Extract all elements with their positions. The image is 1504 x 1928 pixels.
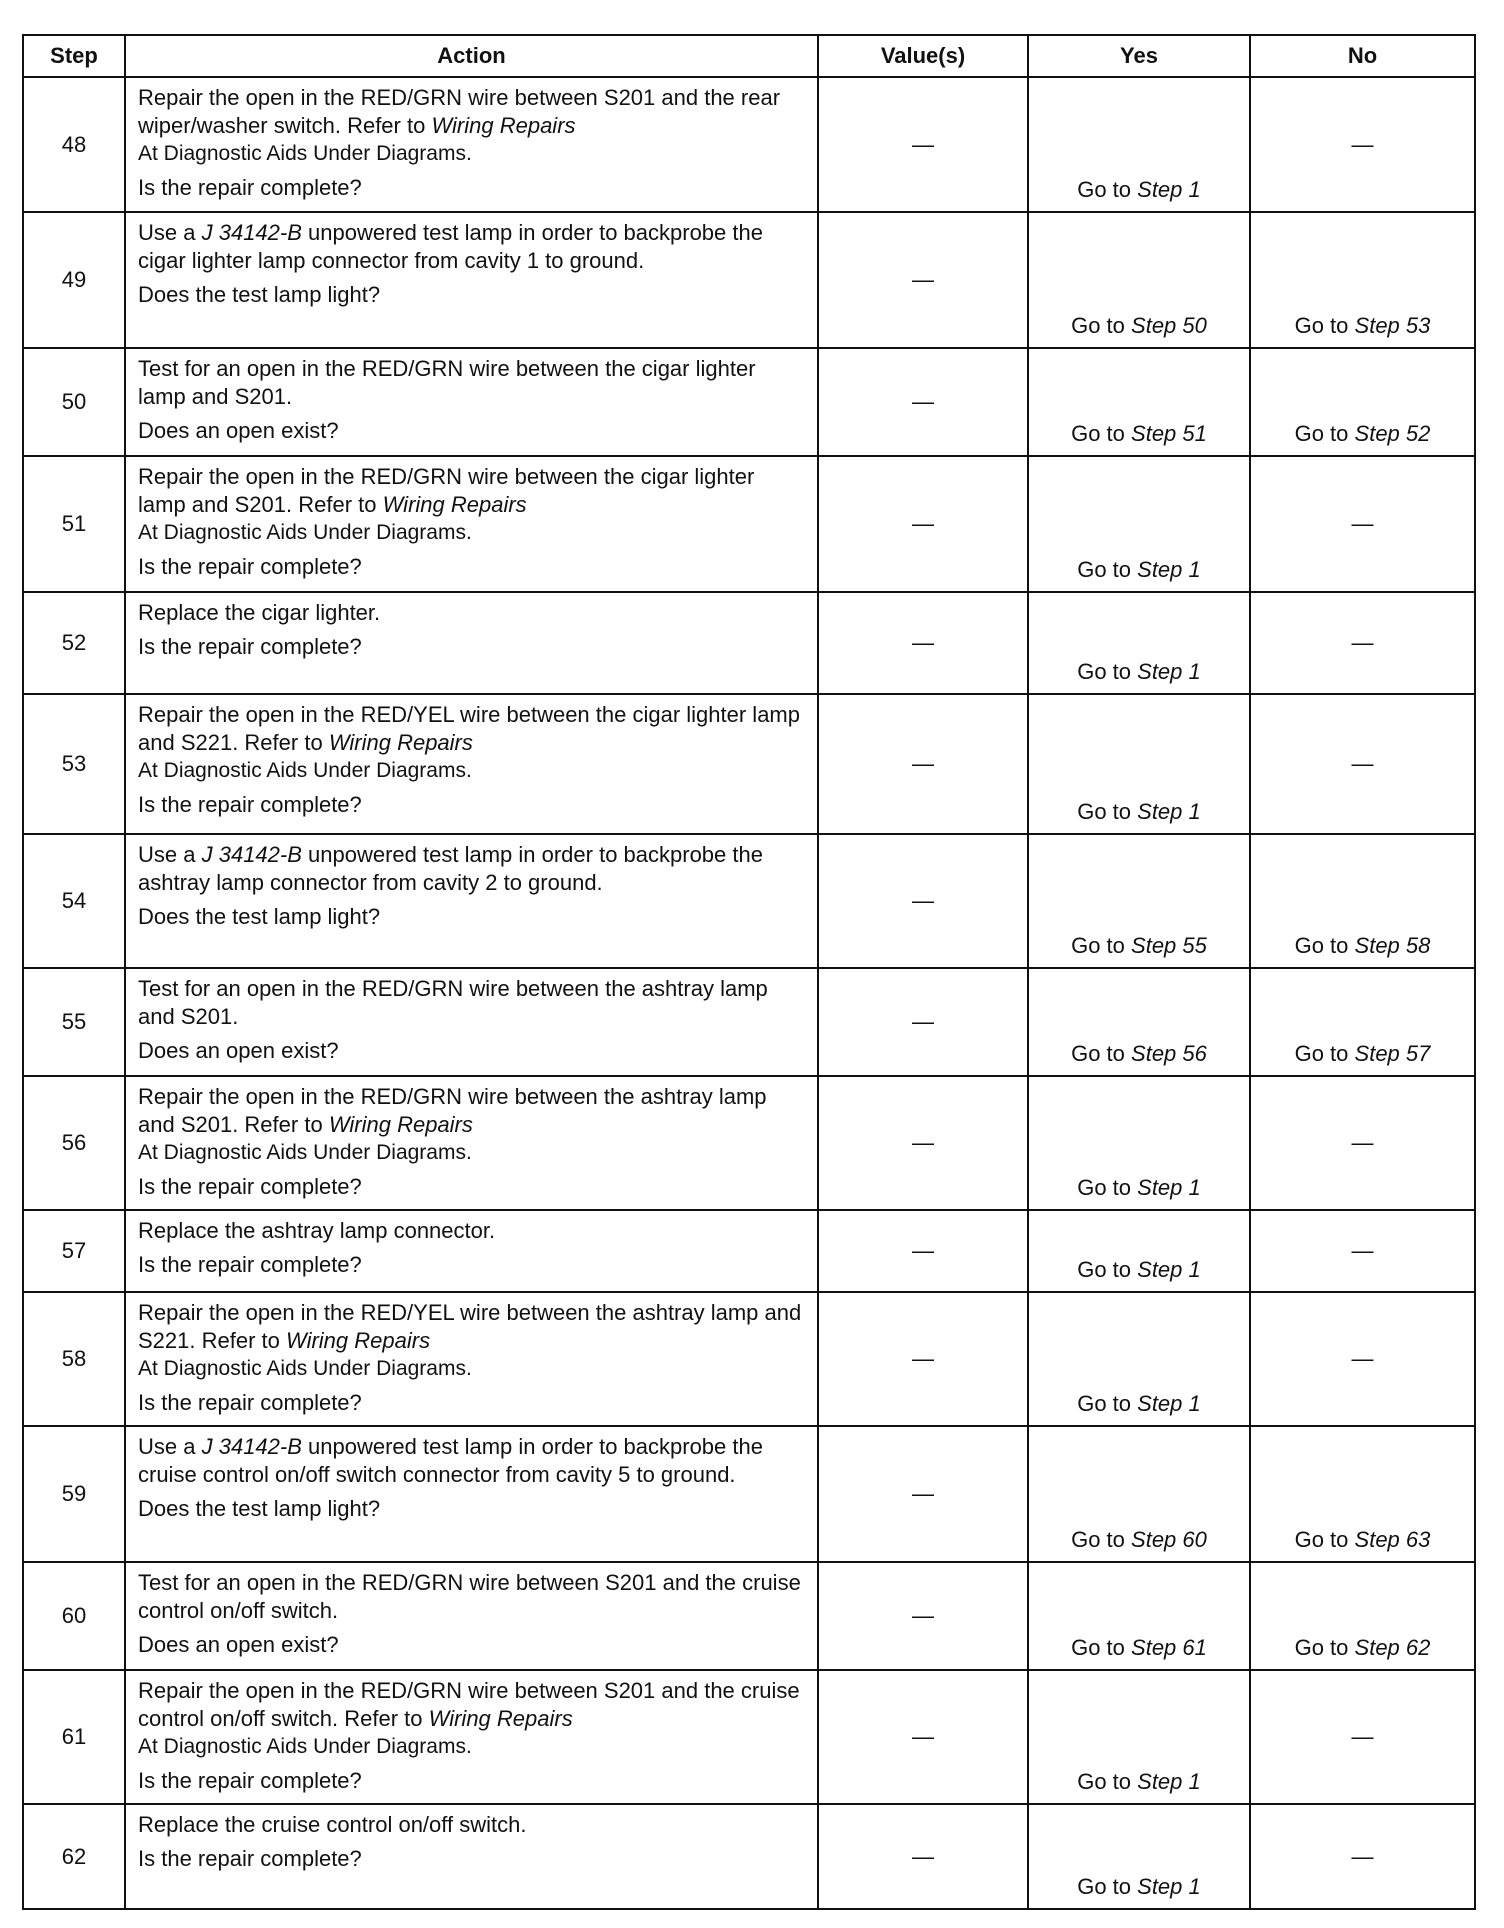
table-row (23, 1804, 1475, 1909)
value-cell: — (818, 1292, 1028, 1426)
diagnostic-aids-note: At Diagnostic Aids Under Diagrams. (138, 1357, 472, 1380)
action-question: Does the test lamp light? (138, 282, 381, 307)
yes-cell: Go to Step 1 (1028, 77, 1250, 212)
value-cell: — (818, 694, 1028, 834)
step-number: 55 (23, 968, 125, 1076)
diagnostic-aids-note: At Diagnostic Aids Under Diagrams. (138, 759, 472, 782)
yes-cell: Go to Step 1 (1028, 456, 1250, 592)
action-question: Is the repair complete? (138, 1390, 362, 1415)
action-cell (125, 592, 818, 694)
step-number: 58 (23, 1292, 125, 1426)
action-cell (125, 348, 818, 456)
no-cell: — (1250, 1210, 1475, 1292)
action-question: Does an open exist? (138, 1632, 339, 1657)
action-text: Replace the cigar lighter. (138, 600, 381, 625)
step-number: 61 (23, 1670, 125, 1804)
action-question: Does an open exist? (138, 418, 339, 443)
action-text: Replace the cruise control on/off switch. (138, 1812, 527, 1837)
action-text: Replace the ashtray lamp connector. (138, 1218, 496, 1243)
action-question: Is the repair complete? (138, 554, 362, 579)
action-cell (125, 1076, 818, 1210)
table-row (23, 1670, 1475, 1804)
yes-cell: Go to Step 60 (1028, 1426, 1250, 1562)
no-cell: Go to Step 58 (1250, 834, 1475, 968)
action-text: Repair the open in the RED/GRN wire between S201 and the cruise control on/off switch. Refer to Wiring Repairs (138, 1678, 800, 1731)
action-cell (125, 77, 818, 212)
header-row (23, 35, 1475, 77)
value-cell: — (818, 1670, 1028, 1804)
reference-link-text: Wiring Repairs (382, 492, 527, 517)
no-cell: — (1250, 1804, 1475, 1909)
action-cell (125, 1210, 818, 1292)
action-cell (125, 1804, 818, 1909)
table-row (23, 456, 1475, 592)
action-cell (125, 1562, 818, 1670)
value-cell: — (818, 1562, 1028, 1670)
step-number: 62 (23, 1804, 125, 1909)
no-cell: Go to Step 62 (1250, 1562, 1475, 1670)
yes-cell: Go to Step 56 (1028, 968, 1250, 1076)
yes-cell: Go to Step 1 (1028, 1804, 1250, 1909)
action-cell (125, 1426, 818, 1562)
table-row (23, 348, 1475, 456)
diagnostic-aids-note: At Diagnostic Aids Under Diagrams. (138, 142, 472, 165)
action-text: Test for an open in the RED/GRN wire between the ashtray lamp and S201. (138, 976, 768, 1029)
no-cell: — (1250, 1076, 1475, 1210)
no-cell: — (1250, 694, 1475, 834)
no-cell: — (1250, 77, 1475, 212)
table-row (23, 212, 1475, 348)
step-number: 50 (23, 348, 125, 456)
action-cell (125, 1292, 818, 1426)
value-cell: — (818, 348, 1028, 456)
reference-link-text: J 34142-B (201, 1434, 302, 1459)
yes-cell: Go to Step 1 (1028, 1292, 1250, 1426)
action-cell (125, 834, 818, 968)
action-question: Is the repair complete? (138, 1846, 362, 1871)
action-text: Use a J 34142-B unpowered test lamp in order to backprobe the cigar lighter lamp connector from cavity 1 to ground. (138, 220, 763, 273)
step-number: 51 (23, 456, 125, 592)
value-cell: — (818, 1804, 1028, 1909)
value-cell: — (818, 212, 1028, 348)
action-cell (125, 456, 818, 592)
step-number: 56 (23, 1076, 125, 1210)
value-cell: — (818, 1076, 1028, 1210)
yes-cell: Go to Step 51 (1028, 348, 1250, 456)
yes-cell: Go to Step 1 (1028, 1670, 1250, 1804)
yes-cell: Go to Step 1 (1028, 1210, 1250, 1292)
table-row (23, 1426, 1475, 1562)
table-row (23, 968, 1475, 1076)
step-number: 54 (23, 834, 125, 968)
value-cell: — (818, 1426, 1028, 1562)
action-question: Is the repair complete? (138, 1768, 362, 1793)
reference-link-text: J 34142-B (201, 842, 302, 867)
action-cell (125, 1670, 818, 1804)
reference-link-text: Wiring Repairs (328, 1112, 473, 1137)
no-cell: Go to Step 63 (1250, 1426, 1475, 1562)
diagnostic-table (22, 34, 1476, 1910)
action-cell (125, 968, 818, 1076)
yes-cell: Go to Step 1 (1028, 592, 1250, 694)
step-number: 49 (23, 212, 125, 348)
value-cell: — (818, 456, 1028, 592)
step-number: 59 (23, 1426, 125, 1562)
action-text: Use a J 34142-B unpowered test lamp in order to backprobe the ashtray lamp connector from cavity 2 to ground. (138, 842, 763, 895)
action-question: Does the test lamp light? (138, 1496, 381, 1521)
no-cell: — (1250, 592, 1475, 694)
table-row (23, 834, 1475, 968)
header-no: No (1250, 35, 1475, 77)
no-cell: — (1250, 456, 1475, 592)
diagnostic-aids-note: At Diagnostic Aids Under Diagrams. (138, 1735, 472, 1758)
action-text: Repair the open in the RED/YEL wire between the cigar lighter lamp and S221. Refer to Wiring Repairs (138, 702, 800, 755)
value-cell: — (818, 968, 1028, 1076)
step-number: 57 (23, 1210, 125, 1292)
header-yes: Yes (1028, 35, 1250, 77)
header-value: Value(s) (818, 35, 1028, 77)
action-question: Is the repair complete? (138, 634, 362, 659)
action-question: Does an open exist? (138, 1038, 339, 1063)
action-text: Use a J 34142-B unpowered test lamp in order to backprobe the cruise control on/off switch connector from cavity 5 to ground. (138, 1434, 763, 1487)
action-question: Is the repair complete? (138, 792, 362, 817)
table-row (23, 694, 1475, 834)
reference-link-text: Wiring Repairs (286, 1328, 431, 1353)
value-cell: — (818, 1210, 1028, 1292)
table-row (23, 1292, 1475, 1426)
step-number: 60 (23, 1562, 125, 1670)
no-cell: Go to Step 52 (1250, 348, 1475, 456)
yes-cell: Go to Step 1 (1028, 1076, 1250, 1210)
action-question: Is the repair complete? (138, 175, 362, 200)
yes-cell: Go to Step 1 (1028, 694, 1250, 834)
action-text: Test for an open in the RED/GRN wire between the cigar lighter lamp and S201. (138, 356, 756, 409)
diagnostic-aids-note: At Diagnostic Aids Under Diagrams. (138, 521, 472, 544)
action-cell (125, 212, 818, 348)
table-row (23, 77, 1475, 212)
step-number: 48 (23, 77, 125, 212)
header-action: Action (125, 35, 818, 77)
no-cell: Go to Step 53 (1250, 212, 1475, 348)
yes-cell: Go to Step 55 (1028, 834, 1250, 968)
action-question: Is the repair complete? (138, 1174, 362, 1199)
value-cell: — (818, 834, 1028, 968)
action-text: Repair the open in the RED/GRN wire between the ashtray lamp and S201. Refer to Wiring Repairs (138, 1084, 767, 1137)
yes-cell: Go to Step 50 (1028, 212, 1250, 348)
no-cell: Go to Step 57 (1250, 968, 1475, 1076)
value-cell: — (818, 77, 1028, 212)
diagnostic-aids-note: At Diagnostic Aids Under Diagrams. (138, 1141, 472, 1164)
yes-cell: Go to Step 61 (1028, 1562, 1250, 1670)
reference-link-text: Wiring Repairs (428, 1706, 573, 1731)
action-question: Is the repair complete? (138, 1252, 362, 1277)
table-row (23, 1210, 1475, 1292)
action-text: Repair the open in the RED/GRN wire between S201 and the rear wiper/washer switch. Refer to Wiring Repairs (138, 85, 781, 138)
action-text: Test for an open in the RED/GRN wire between S201 and the cruise control on/off switch. (138, 1570, 801, 1623)
step-number: 52 (23, 592, 125, 694)
action-text: Repair the open in the RED/GRN wire between the cigar lighter lamp and S201. Refer to Wiring Repairs (138, 464, 755, 517)
no-cell: — (1250, 1670, 1475, 1804)
table-row (23, 1076, 1475, 1210)
action-cell (125, 694, 818, 834)
table-row (23, 592, 1475, 694)
header-step: Step (23, 35, 125, 77)
step-number: 53 (23, 694, 125, 834)
no-cell: — (1250, 1292, 1475, 1426)
action-question: Does the test lamp light? (138, 904, 381, 929)
reference-link-text: Wiring Repairs (328, 730, 473, 755)
action-text: Repair the open in the RED/YEL wire between the ashtray lamp and S221. Refer to Wiring Repairs (138, 1300, 802, 1353)
value-cell: — (818, 592, 1028, 694)
table-row (23, 1562, 1475, 1670)
reference-link-text: Wiring Repairs (431, 113, 576, 138)
reference-link-text: J 34142-B (201, 220, 302, 245)
